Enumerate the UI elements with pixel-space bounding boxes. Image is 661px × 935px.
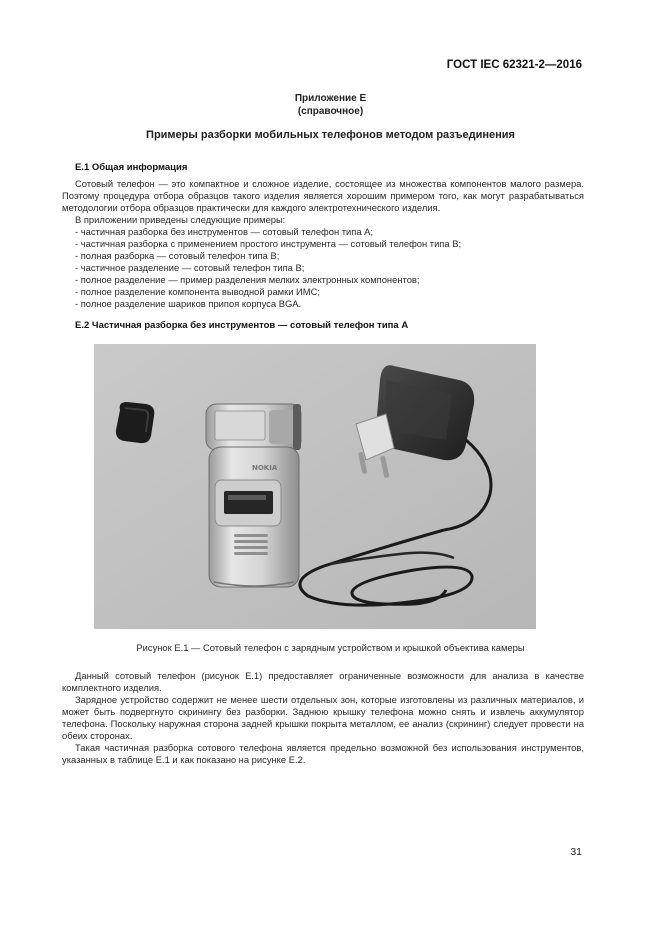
list-item: - частичная разборка без инструментов — сотовый телефон типа А; xyxy=(62,226,584,238)
paragraph: Зарядное устройство содержит не менее шести отдельных зон, которые изготовлены из различных материалов, и может быть подвергнуто скринингу без разборки. Заднюю крышку телефона можно снять и извлечь аккумулятор телефона. Поскольку наружная сторона задней крышки покрыта металлом, ее анализ (скрининг) следует провести на обеих сторонах. xyxy=(62,694,584,741)
section-heading-e1: Е.1 Общая информация xyxy=(75,162,188,173)
list-item: - частичное разделение — сотовый телефон типа В; xyxy=(62,262,584,274)
list-item: - частичная разборка с применением простого инструмента — сотовый телефон типа В; xyxy=(62,238,584,250)
list-intro: В приложении приведены следующие примеры: xyxy=(75,214,286,225)
appendix-title: Приложение Е xyxy=(294,93,367,104)
paragraph: Такая частичная разборка сотового телефона является предельно возможной без использования инструментов, указанных в таблице Е.1 и как показано на рисунке Е.2. xyxy=(62,742,584,765)
intro-paragraph: Сотовый телефон — это компактное и сложное изделие, состоящее из множества компонентов малого размера. Поэтому процедура отбора образцов такого изделия является хорошим примером того, как могут разрабатываться методологии отбора образцов практически для каждого электротехнического изделия. xyxy=(62,178,584,213)
list-item: - полная разборка — сотовый телефон типа В; xyxy=(62,250,584,262)
page-number: 31 xyxy=(570,846,582,858)
mobile-phone xyxy=(206,404,301,587)
list-item: - полное разделение — пример разделения мелких электронных компонентов; xyxy=(62,274,584,286)
figure-e1-photo xyxy=(94,344,536,629)
appendix-subtitle: (справочное) xyxy=(297,106,364,117)
section-heading-e2: Е.2 Частичная разборка без инструментов — сотовый телефон типа А xyxy=(75,320,409,331)
lens-cover xyxy=(116,402,154,443)
section-e2-body xyxy=(62,670,584,766)
document-code: ГОСТ IEC 62321-2—2016 xyxy=(446,59,582,71)
paragraph: Данный сотовый телефон (рисунок Е.1) предоставляет ограниченные возможности для анализа в качестве комплектного изделия. xyxy=(62,670,584,693)
phone-brand: NOKIA xyxy=(252,464,278,472)
section-e1-body xyxy=(62,178,584,310)
figure-e1-caption: Рисунок Е.1 — Сотовый телефон с зарядным устройством и крышкой объектива камеры xyxy=(136,642,525,653)
list-item: - полное разделение компонента выводной рамки ИМС; xyxy=(62,286,584,298)
appendix-heading: Примеры разборки мобильных телефонов методом разъединения xyxy=(146,129,515,141)
examples-list xyxy=(62,226,584,310)
list-item: - полное разделение шариков припоя корпуса BGA. xyxy=(62,298,584,310)
